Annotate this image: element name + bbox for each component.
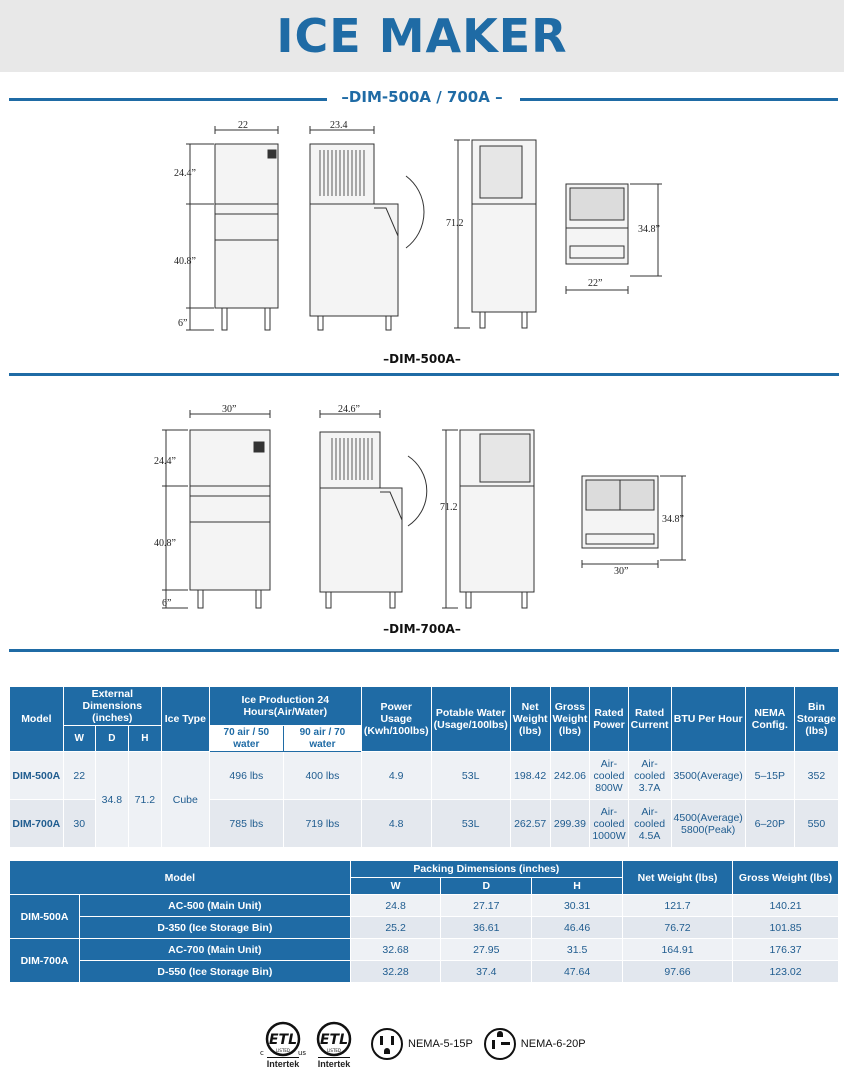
dim700-front-legs: 6”	[162, 598, 172, 609]
dim500-side-depth: 23.4	[330, 120, 348, 131]
row-potable-water: 53L	[431, 800, 510, 848]
table-row	[10, 917, 839, 939]
th-potable-water: Potable Water (Usage/100lbs)	[431, 687, 510, 752]
row-nema: 5–15P	[745, 752, 794, 800]
th-ice-type: Ice Type	[161, 687, 209, 752]
row-gross: 101.85	[733, 917, 839, 939]
row-net: 76.72	[623, 917, 733, 939]
th-d: D	[95, 726, 128, 752]
row-d: 27.17	[441, 895, 532, 917]
nema-5-15p-label: NEMA-5-15P	[408, 1038, 473, 1050]
dim500-drawings	[150, 118, 690, 343]
svg-text:us: us	[298, 1049, 307, 1057]
dim500-front-view	[186, 126, 278, 330]
etl-listed-icon	[258, 1019, 308, 1059]
svg-text:LISTED: LISTED	[327, 1048, 341, 1053]
dim500-rear-view	[454, 140, 536, 328]
row-h: 46.46	[532, 917, 623, 939]
dim700-rear-height: 71.2	[440, 502, 458, 513]
dim500-front-top-height: 24.4”	[174, 168, 196, 179]
th-nema: NEMA Config.	[745, 687, 794, 752]
row-d: 36.61	[441, 917, 532, 939]
row-prod-a: 496 lbs	[209, 752, 283, 800]
dim500-head-view	[566, 184, 662, 294]
svg-text:ETL: ETL	[268, 1032, 298, 1048]
shared-ice-type: Cube	[161, 752, 209, 848]
svg-text:LISTED: LISTED	[276, 1048, 290, 1053]
row-net: 121.7	[623, 895, 733, 917]
dim500-front-bottom-height: 40.8”	[174, 256, 196, 267]
row-w: 32.28	[350, 961, 441, 983]
row-net: 97.66	[623, 961, 733, 983]
row-rated-current: Air-cooled 3.7A	[628, 752, 671, 800]
row-gross: 176.37	[733, 939, 839, 961]
row-power-usage: 4.9	[361, 752, 431, 800]
section-rule-right	[520, 98, 838, 101]
intertek-label: Intertek	[266, 1059, 300, 1069]
row-prod-b: 719 lbs	[283, 800, 361, 848]
row-rated-power: Air-cooled 1000W	[590, 800, 628, 848]
row-d: 37.4	[441, 961, 532, 983]
row-potable-water: 53L	[431, 752, 510, 800]
row-model: DIM-500A	[10, 752, 64, 800]
dim500-front-width: 22	[238, 120, 248, 131]
row-h: 31.5	[532, 939, 623, 961]
row-btu: 4500(Average) 5800(Peak)	[671, 800, 745, 848]
row-gross: 140.21	[733, 895, 839, 917]
row-prod-b: 400 lbs	[283, 752, 361, 800]
th-pack-gross: Gross Weight (lbs)	[733, 861, 839, 895]
th-ext-dims: External Dimensions (inches)	[63, 687, 161, 726]
th-ice-production: Ice Production 24 Hours(Air/Water)	[209, 687, 361, 726]
dim700-side-depth: 24.6”	[338, 404, 360, 415]
th-bin-storage: Bin Storage (lbs)	[794, 687, 838, 752]
intertek-label: Intertek	[317, 1059, 351, 1069]
dim700-front-bottom-height: 40.8”	[154, 538, 176, 549]
th-h: H	[128, 726, 161, 752]
th-pack-d: D	[441, 878, 532, 895]
th-pack-net: Net Weight (lbs)	[623, 861, 733, 895]
packing-table	[9, 860, 839, 983]
row-h: 30.31	[532, 895, 623, 917]
dim500-side-view	[310, 126, 424, 330]
dim700-front-view	[162, 410, 270, 608]
th-power-usage: Power Usage (Kwh/100lbs)	[361, 687, 431, 752]
dim500-head-height: 34.8”	[638, 224, 660, 235]
th-w: W	[63, 726, 95, 752]
row-btu: 3500(Average)	[671, 752, 745, 800]
dim700-head-height: 34.8”	[662, 514, 684, 525]
svg-text:c: c	[260, 1049, 264, 1057]
series-heading: –DIM-500A / 700A –	[341, 88, 503, 106]
dim700-rear-view	[442, 430, 534, 608]
table-row	[10, 752, 839, 800]
certification-footer	[258, 1018, 618, 1070]
group-model: DIM-500A	[10, 895, 80, 939]
dim700-caption: –DIM-700A–	[383, 622, 461, 636]
dim700-front-width: 30”	[222, 404, 237, 415]
nema-6-20p-badge	[483, 1027, 586, 1061]
th-pack-w: W	[350, 878, 441, 895]
row-net: 164.91	[623, 939, 733, 961]
row-prod-a: 785 lbs	[209, 800, 283, 848]
dim700-drawings	[150, 400, 690, 615]
row-w: 30	[63, 800, 95, 848]
etl-listed-icon	[314, 1019, 354, 1059]
row-rated-power: Air-cooled 800W	[590, 752, 628, 800]
dim500-front-legs: 6”	[178, 318, 188, 329]
th-pack-dims: Packing Dimensions (inches)	[350, 861, 622, 878]
dim500-rear-height: 71.2	[446, 218, 464, 229]
row-gross-weight: 299.39	[550, 800, 590, 848]
nema-5-15p-plug-icon	[370, 1027, 404, 1061]
row-part: AC-500 (Main Unit)	[80, 895, 351, 917]
th-prod-a: 70 air / 50 water	[209, 726, 283, 752]
th-net-weight: Net Weight (lbs)	[510, 687, 550, 752]
table-row	[10, 895, 839, 917]
row-nema: 6–20P	[745, 800, 794, 848]
row-h: 47.64	[532, 961, 623, 983]
row-w: 32.68	[350, 939, 441, 961]
row-rated-current: Air-cooled 4.5A	[628, 800, 671, 848]
table-row	[10, 961, 839, 983]
dim700-side-view	[320, 410, 427, 608]
section-divider-1	[9, 373, 839, 376]
row-w: 22	[63, 752, 95, 800]
th-model: Model	[10, 687, 64, 752]
spec-table	[9, 686, 839, 848]
section-rule-left	[9, 98, 327, 101]
th-pack-h: H	[532, 878, 623, 895]
title-band	[0, 0, 844, 72]
nema-6-20p-plug-icon	[483, 1027, 517, 1061]
th-gross-weight: Gross Weight (lbs)	[550, 687, 590, 752]
nema-5-15p-badge	[370, 1027, 473, 1061]
page-title: ICE MAKER	[276, 9, 568, 63]
table-row	[10, 939, 839, 961]
row-d: 27.95	[441, 939, 532, 961]
th-rated-power: Rated Power	[590, 687, 628, 752]
row-w: 25.2	[350, 917, 441, 939]
etl-cert-1	[258, 1019, 308, 1069]
nema-6-20p-label: NEMA-6-20P	[520, 1038, 586, 1050]
row-gross-weight: 242.06	[550, 752, 590, 800]
row-power-usage: 4.8	[361, 800, 431, 848]
row-bin-storage: 550	[794, 800, 838, 848]
dim700-front-top-height: 24.4”	[154, 456, 176, 467]
row-part: AC-700 (Main Unit)	[80, 939, 351, 961]
row-bin-storage: 352	[794, 752, 838, 800]
row-gross: 123.02	[733, 961, 839, 983]
th-prod-b: 90 air / 70 water	[283, 726, 361, 752]
shared-d: 34.8	[95, 752, 128, 848]
row-model: DIM-700A	[10, 800, 64, 848]
th-rated-current: Rated Current	[628, 687, 671, 752]
dim500-caption: –DIM-500A–	[383, 352, 461, 366]
dim700-head-width: 30”	[614, 566, 629, 577]
shared-h: 71.2	[128, 752, 161, 848]
group-model: DIM-700A	[10, 939, 80, 983]
row-w: 24.8	[350, 895, 441, 917]
th-btu: BTU Per Hour	[671, 687, 745, 752]
row-net-weight: 262.57	[510, 800, 550, 848]
dim500-head-width: 22”	[588, 278, 603, 289]
row-part: D-350 (Ice Storage Bin)	[80, 917, 351, 939]
row-part: D-550 (Ice Storage Bin)	[80, 961, 351, 983]
section-divider-2	[9, 649, 839, 652]
etl-cert-2	[314, 1019, 354, 1069]
row-net-weight: 198.42	[510, 752, 550, 800]
th-pack-model: Model	[10, 861, 351, 895]
svg-text:ETL: ETL	[319, 1032, 349, 1048]
